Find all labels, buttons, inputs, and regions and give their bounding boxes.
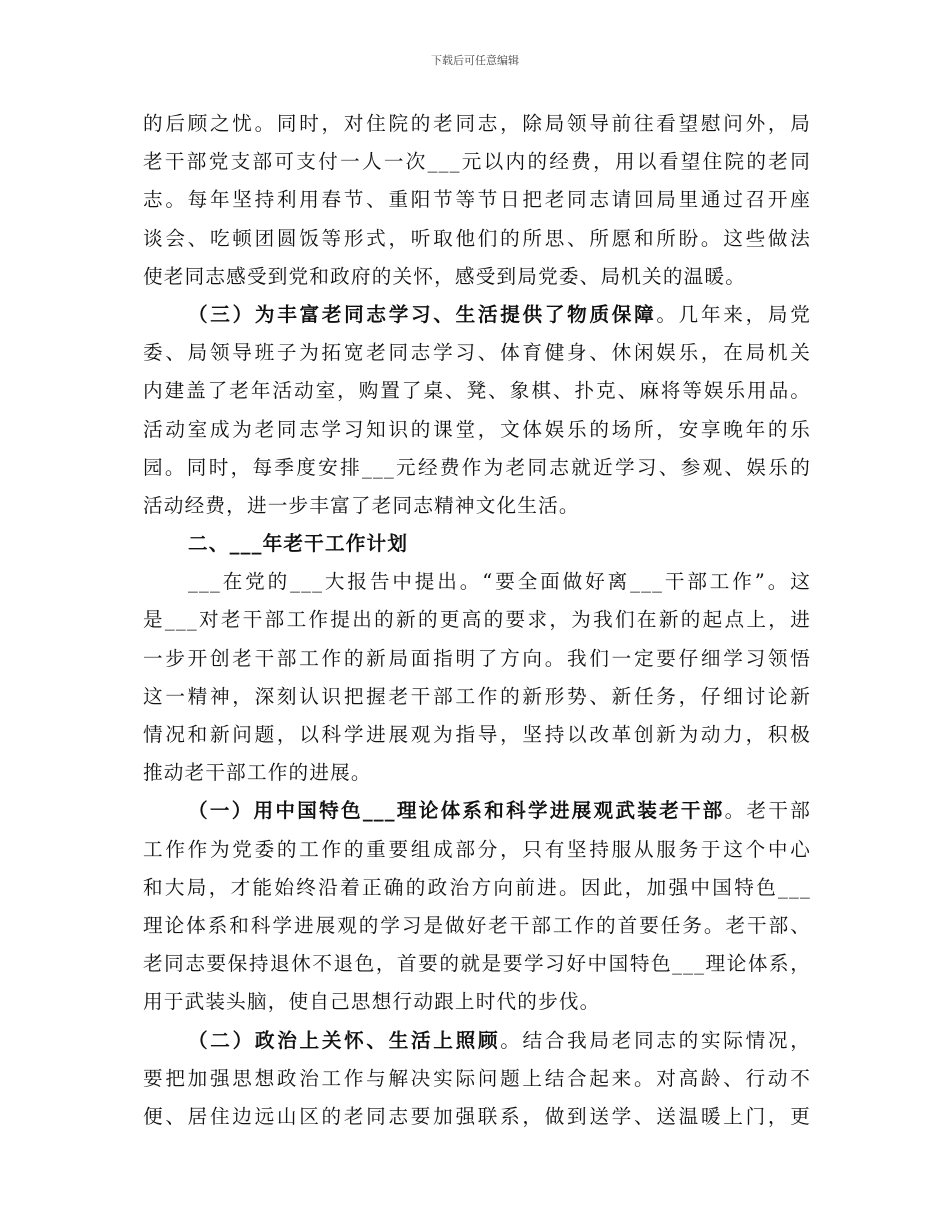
body-text: 要把加强思想政治工作与解决实际问题上结合起来。对高龄、行动不 [143,1066,811,1090]
body-text: 的后顾之忧。同时，对住院的老同志，除局领导前往看望慰问外，局 [143,112,811,135]
text-line [143,220,811,258]
body-text: 志。每年坚持利用春节、重阳节等节日把老同志请回局里通过召开座 [143,188,811,212]
text-line [143,487,811,525]
body-text: 老同志要保持退休不退色，首要的就是要学习好中国特色___理论体系， [143,952,811,976]
text-line [143,105,811,143]
body-text: 一步开创老干部工作的新局面指明了方向。我们一定要仔细学习领悟 [143,646,811,670]
text-line [143,754,811,792]
bold-heading: 二、___年老干工作计划 [188,532,409,556]
body-text: 工作作为党委的工作的重要组成部分，只有坚持服从服务于这个中心 [143,837,811,861]
page-header: 下载后可任意编辑 [431,54,519,67]
body-text: 。几年来，局党 [656,302,811,326]
body-text: 谈会、吃顿团圆饭等形式，听取他们的所思、所愿和所盼。这些做法 [143,226,811,250]
text-line [143,678,811,716]
body-text: 和大局，才能始终沿着正确的政治方向前进。因此，加强中国特色___ [143,875,811,899]
body-text: 活动室成为老同志学习知识的课堂，文体娱乐的场所，安享晚年的乐 [143,417,811,441]
text-line [143,640,811,678]
body-text: ___在党的___大报告中提出。“要全面做好离___干部工作”。这 [188,570,811,594]
text-line [143,563,811,601]
text-line [143,1060,811,1098]
text-line [143,1022,811,1060]
body-text: 用于武装头脑，使自己思想行动跟上时代的步伐。 [143,990,601,1014]
body-text: 是___对老干部工作提出的新的更高的要求，为我们在新的起点上，进 [143,608,811,632]
text-line [143,411,811,449]
body-text: 园。同时，每季度安排___元经费作为老同志就近学习、参观、娱乐的 [143,455,811,479]
text-line [143,831,811,869]
text-line [143,372,811,410]
bold-heading: （三）为丰富老同志学习、生活提供了物质保障 [188,302,657,326]
text-line [143,449,811,487]
body-text: 使老同志感受到党和政府的关怀，感受到局党委、局机关的温暖。 [143,264,747,288]
body-text: 推动老干部工作的进展。 [143,761,372,785]
body-text: 老干部党支部可支付一人一次___元以内的经费，用以看望住院的老同 [143,150,811,174]
text-line [143,296,811,334]
text-line [143,181,811,219]
body-text: 情况和新问题，以科学进展观为指导，坚持以改革创新为动力，积极 [143,723,811,746]
text-line [143,945,811,983]
text-line [143,334,811,372]
body-text: 内建盖了老年活动室，购置了桌、凳、象棋、扑克、麻将等娱乐用品。 [143,379,811,403]
body-text: 活动经费，进一步丰富了老同志精神文化生活。 [143,493,580,517]
body-text: 理论体系和科学进展观的学习是做好老干部工作的首要任务。老干部、 [143,913,811,937]
document-body [143,105,811,1136]
text-line [143,525,811,563]
text-line [143,907,811,945]
text-line [143,983,811,1021]
body-text: 这一精神，深刻认识把握老干部工作的新形势、新任务，仔细讨论新 [143,684,811,708]
body-text: 。结合我局老同志的实际情况， [500,1028,811,1052]
body-text: 。老干部 [724,799,811,823]
text-line [143,1098,811,1136]
text-line [143,869,811,907]
body-text: 委、局领导班子为拓宽老同志学习、体育健身、休闲娱乐，在局机关 [143,341,811,365]
text-line [143,601,811,639]
body-text: 便、居住边远山区的老同志要加强联系，做到送学、送温暖上门，更 [143,1104,811,1128]
bold-heading: （一）用中国特色___理论体系和科学进展观武装老干部 [188,799,725,823]
bold-heading: （二）政治上关怀、生活上照顾 [188,1028,501,1052]
text-line [143,258,811,296]
text-line [143,143,811,181]
text-line [143,716,811,754]
text-line [143,792,811,830]
